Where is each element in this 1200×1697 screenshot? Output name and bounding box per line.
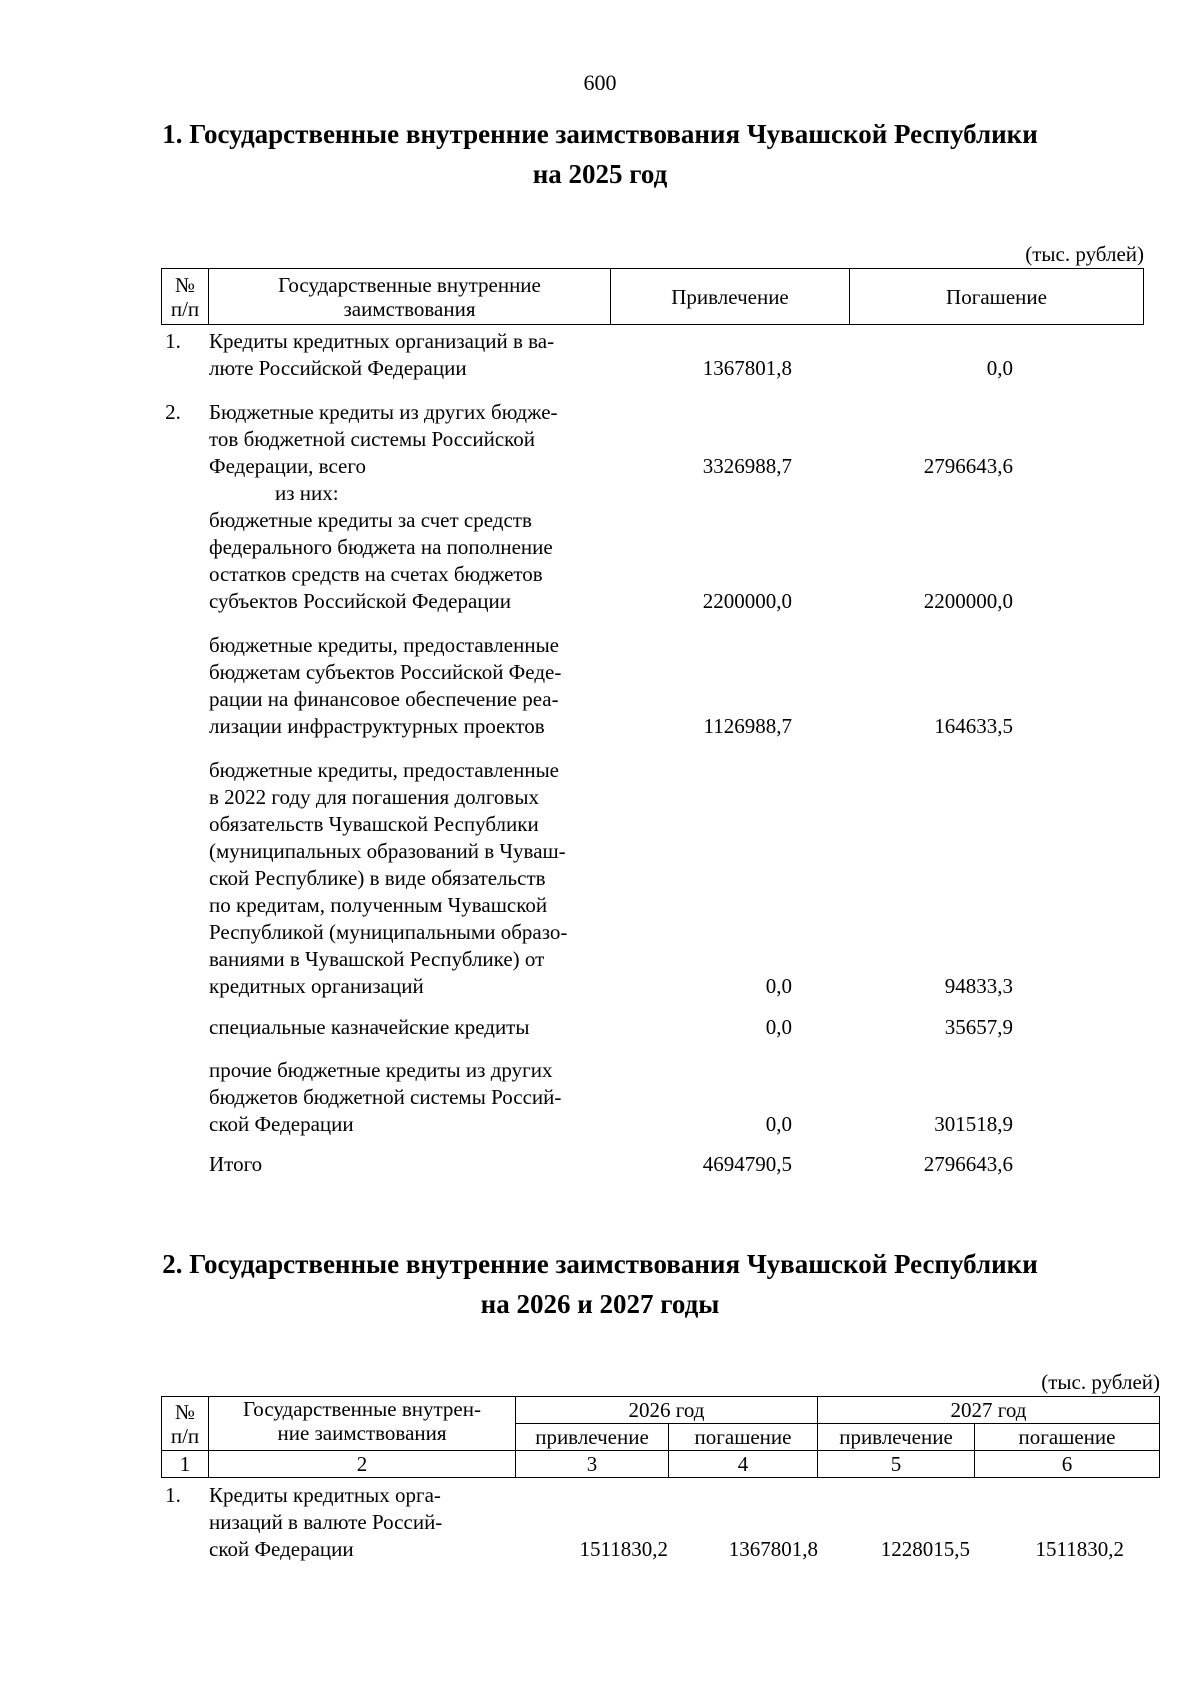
attraction-2026-value: 1511830,2	[579, 1537, 668, 1561]
col-number: 3	[516, 1451, 669, 1478]
header2-repayment-2026: погашение	[669, 1424, 818, 1451]
row-description	[209, 757, 609, 1000]
attraction-value: 2200000,0	[702, 589, 792, 613]
attraction-value: 0,0	[765, 1112, 792, 1136]
description-line: бюджетов бюджетной системы Россий-	[209, 1085, 562, 1109]
section1-unit: (тыс. рублей)	[1025, 242, 1144, 266]
header2-attraction-2027: привлечение	[818, 1424, 975, 1451]
attraction-value: 4694790,5	[702, 1152, 792, 1176]
attraction-value: 3326988,7	[702, 454, 792, 478]
header2-year2: 2027 год	[818, 1397, 1160, 1424]
row-description	[209, 1151, 609, 1178]
repayment-value: 0,0	[986, 356, 1013, 380]
attraction-value: 1126988,7	[703, 714, 792, 738]
description-line: кредитных организаций	[209, 974, 424, 998]
col-number: 5	[818, 1451, 975, 1478]
page-number: 600	[583, 70, 617, 95]
row-number: 1.	[165, 329, 181, 353]
section1-header-table	[161, 268, 1144, 325]
row-description	[209, 328, 609, 382]
description-line: рации на финансовое обеспечение реа-	[209, 687, 559, 711]
attraction-value: 0,0	[765, 1015, 792, 1039]
row-description	[209, 1482, 502, 1563]
section2-unit: (тыс. рублей)	[1041, 1370, 1160, 1394]
attraction-value: 0,0	[765, 974, 792, 998]
row-description	[209, 399, 609, 480]
description-line: ской Республике) в виде обязательств	[209, 866, 546, 890]
header2-year1: 2026 год	[516, 1397, 818, 1424]
header2-no	[162, 1397, 209, 1451]
description-line: бюджетные кредиты, предоставленные	[209, 633, 560, 657]
col-number: 2	[209, 1451, 516, 1478]
header2-attraction-2026: привлечение	[516, 1424, 669, 1451]
description-line: Итого	[209, 1152, 263, 1176]
row-description	[209, 1057, 609, 1138]
repayment-value: 2796643,6	[923, 1152, 1013, 1176]
section1-title-line1: 1. Государственные внутренние заимствования Чувашской Республики	[162, 119, 1038, 149]
repayment-value: 35657,9	[944, 1015, 1013, 1039]
description-line: Бюджетные кредиты из других бюдже-	[209, 400, 558, 424]
header-name	[209, 269, 611, 325]
col-number: 1	[162, 1451, 209, 1478]
table-row	[161, 632, 1144, 740]
row-description	[209, 632, 609, 740]
row-number: 2.	[165, 400, 181, 424]
description-line: лизации инфраструктурных проектов	[209, 714, 545, 738]
attraction-2027-value: 1228015,5	[880, 1537, 970, 1561]
header-no	[162, 269, 209, 325]
header2-name-line2: ние заимствования	[277, 1421, 447, 1445]
table-row	[161, 1014, 1144, 1041]
description-line: (муниципальных образований в Чуваш-	[209, 839, 566, 863]
table-row	[161, 1482, 1160, 1563]
repayment-value: 2796643,6	[923, 454, 1013, 478]
description-line: субъектов Российской Федерации	[209, 589, 512, 613]
header-no-line2: п/п	[170, 296, 200, 321]
row-description	[209, 1014, 609, 1041]
section1-title	[0, 114, 1200, 194]
table-row	[161, 480, 1144, 615]
header-attraction: Привлечение	[611, 269, 850, 325]
row-number: 1.	[165, 1483, 181, 1507]
description-line: Кредиты кредитных орга-	[209, 1483, 441, 1507]
description-line: ской Федерации	[209, 1112, 354, 1136]
header2-name-line1: Государственные внутрен-	[243, 1397, 481, 1421]
description-line: специальные казначейские кредиты	[209, 1015, 530, 1039]
col-number: 6	[975, 1451, 1160, 1478]
repayment-2027-value: 1511830,2	[1035, 1537, 1124, 1561]
section1-title-line2: на 2025 год	[532, 159, 668, 189]
description-line: тов бюджетной системы Российской	[209, 427, 536, 451]
description-line: люте Российской Федерации	[209, 356, 467, 380]
description-line: в 2022 году для погашения долговых	[209, 785, 539, 809]
table-row	[161, 1057, 1144, 1138]
header-name-line2: заимствования	[343, 296, 476, 321]
description-line: бюджетам субъектов Российской Феде-	[209, 660, 562, 684]
table-row	[161, 1151, 1144, 1178]
section2-body	[161, 1482, 1160, 1563]
header2-no-line2: п/п	[170, 1423, 200, 1448]
section2-title	[0, 1244, 1200, 1324]
description-line: федерального бюджета на пополнение	[209, 535, 553, 559]
description-line: бюджетные кредиты, предоставленные	[209, 758, 560, 782]
header2-name	[209, 1397, 516, 1451]
of-which-label: из них:	[275, 481, 339, 505]
header2-repayment-2027: погашение	[975, 1424, 1160, 1451]
description-line: Федерации, всего	[209, 454, 366, 478]
section2-title-line1: 2. Государственные внутренние заимствования Чувашской Республики	[162, 1249, 1038, 1279]
section2-header-table	[161, 1396, 1160, 1478]
repayment-2026-value: 1367801,8	[728, 1537, 818, 1561]
table-row	[161, 399, 1144, 480]
description-line: бюджетные кредиты за счет средств	[209, 508, 532, 532]
description-line: Кредиты кредитных организаций в ва-	[209, 329, 555, 353]
repayment-value: 94833,3	[944, 974, 1013, 998]
row-description	[209, 480, 609, 615]
header-name-line1: Государственные внутренние	[278, 272, 541, 297]
section1-body	[161, 328, 1144, 1178]
repayment-value: 301518,9	[934, 1112, 1013, 1136]
repayment-value: 2200000,0	[923, 589, 1013, 613]
table-row	[161, 757, 1144, 1000]
description-line: ваниями в Чувашской Республике) от	[209, 947, 545, 971]
col-number: 4	[669, 1451, 818, 1478]
section2-title-line2: на 2026 и 2027 годы	[480, 1289, 720, 1319]
description-line: по кредитам, полученным Чувашской	[209, 893, 548, 917]
description-line: низаций в валюте Россий-	[209, 1510, 443, 1534]
description-line: ской Федерации	[209, 1537, 354, 1561]
header-repayment: Погашение	[850, 269, 1144, 325]
description-line: Республикой (муниципальными образо-	[209, 920, 568, 944]
description-line: остатков средств на счетах бюджетов	[209, 562, 543, 586]
header2-no-line1: №	[174, 1399, 196, 1424]
attraction-value: 1367801,8	[702, 356, 792, 380]
description-line: обязательств Чувашской Республики	[209, 812, 539, 836]
table-row	[161, 328, 1144, 382]
repayment-value: 164633,5	[934, 714, 1013, 738]
header-no-line1: №	[174, 272, 196, 297]
description-line: прочие бюджетные кредиты из других	[209, 1058, 553, 1082]
